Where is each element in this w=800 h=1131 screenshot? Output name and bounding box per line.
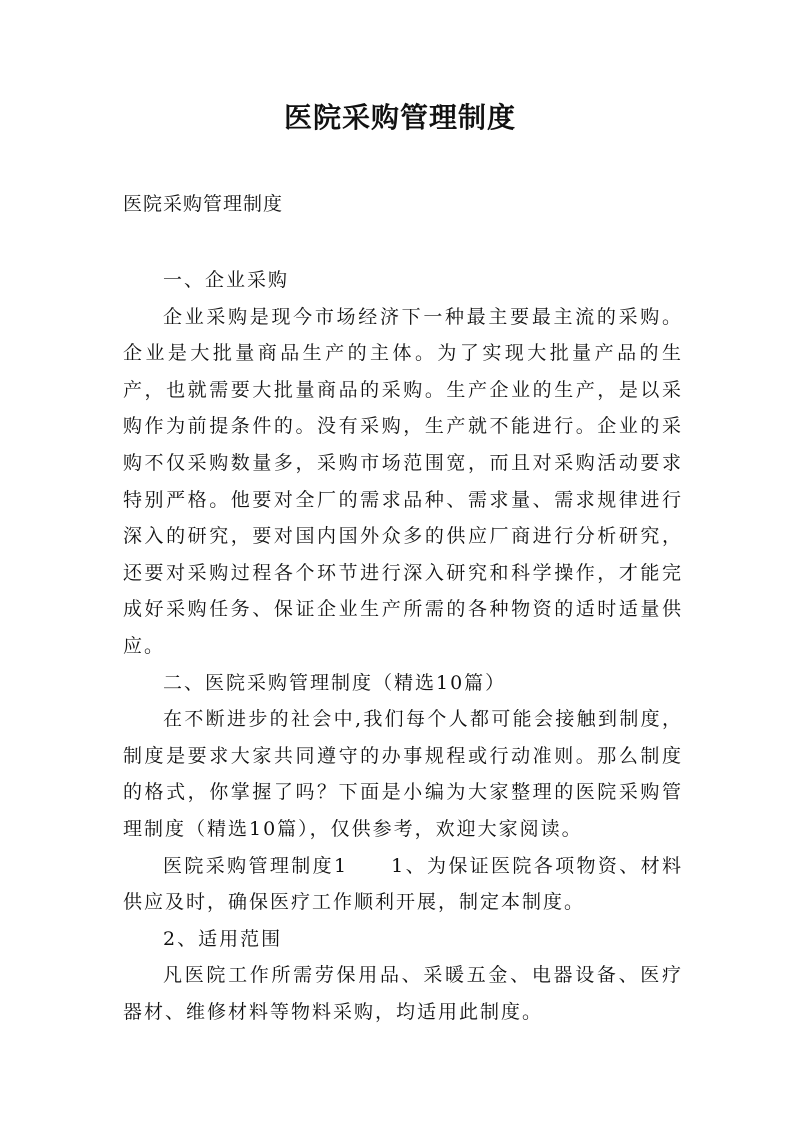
document-subtitle: 医院采购管理制度 [123,193,284,215]
section-heading-enterprise-purchasing: 一、企业采购 [163,269,290,291]
paragraph-introduction: 在不断进步的社会中,我们每个人都可能会接触到制度，制度是要求大家共同遵守的办事规程或行动准则。那么制度的格式，你掌握了吗？下面是小编为大家整理的医院采购管理制度（精选10篇），仅供参考，欢迎大家阅读。 [123,708,683,840]
document-title: 医院采购管理制度 [283,101,516,134]
document-body [123,262,683,1030]
paragraph-rule-1: 医院采购管理制度1 1、为保证医院各项物资、材料供应及时，确保医疗工作顺利开展，制定本制度。 [123,854,683,914]
paragraph-enterprise-purchasing: 企业采购是现今市场经济下一种最主要最主流的采购。企业是大批量商品生产的主体。为了实现大批量产品的生产，也就需要大批量商品的采购。生产企业的生产，是以采购作为前提条件的。没有采购，生产就不能进行。企业的采购不仅采购数量多，采购市场范围宽，而且对采购活动要求特别严格。他要对全厂的需求品种、需求量、需求规律进行深入的研究，要对国内国外众多的供应厂商进行分析研究，还要对采购过程各个环节进行深入研究和科学操作，才能完成好采购任务、保证企业生产所需的各种物资的适时适量供应。 [123,305,683,657]
paragraph-scope: 凡医院工作所需劳保用品、采暖五金、电器设备、医疗器材、维修材料等物料采购，均适用此制度。 [123,964,683,1023]
heading-scope: 2、适用范围 [163,927,283,950]
section-heading-hospital-purchasing: 二、医院采购管理制度（精选10篇） [163,671,507,694]
